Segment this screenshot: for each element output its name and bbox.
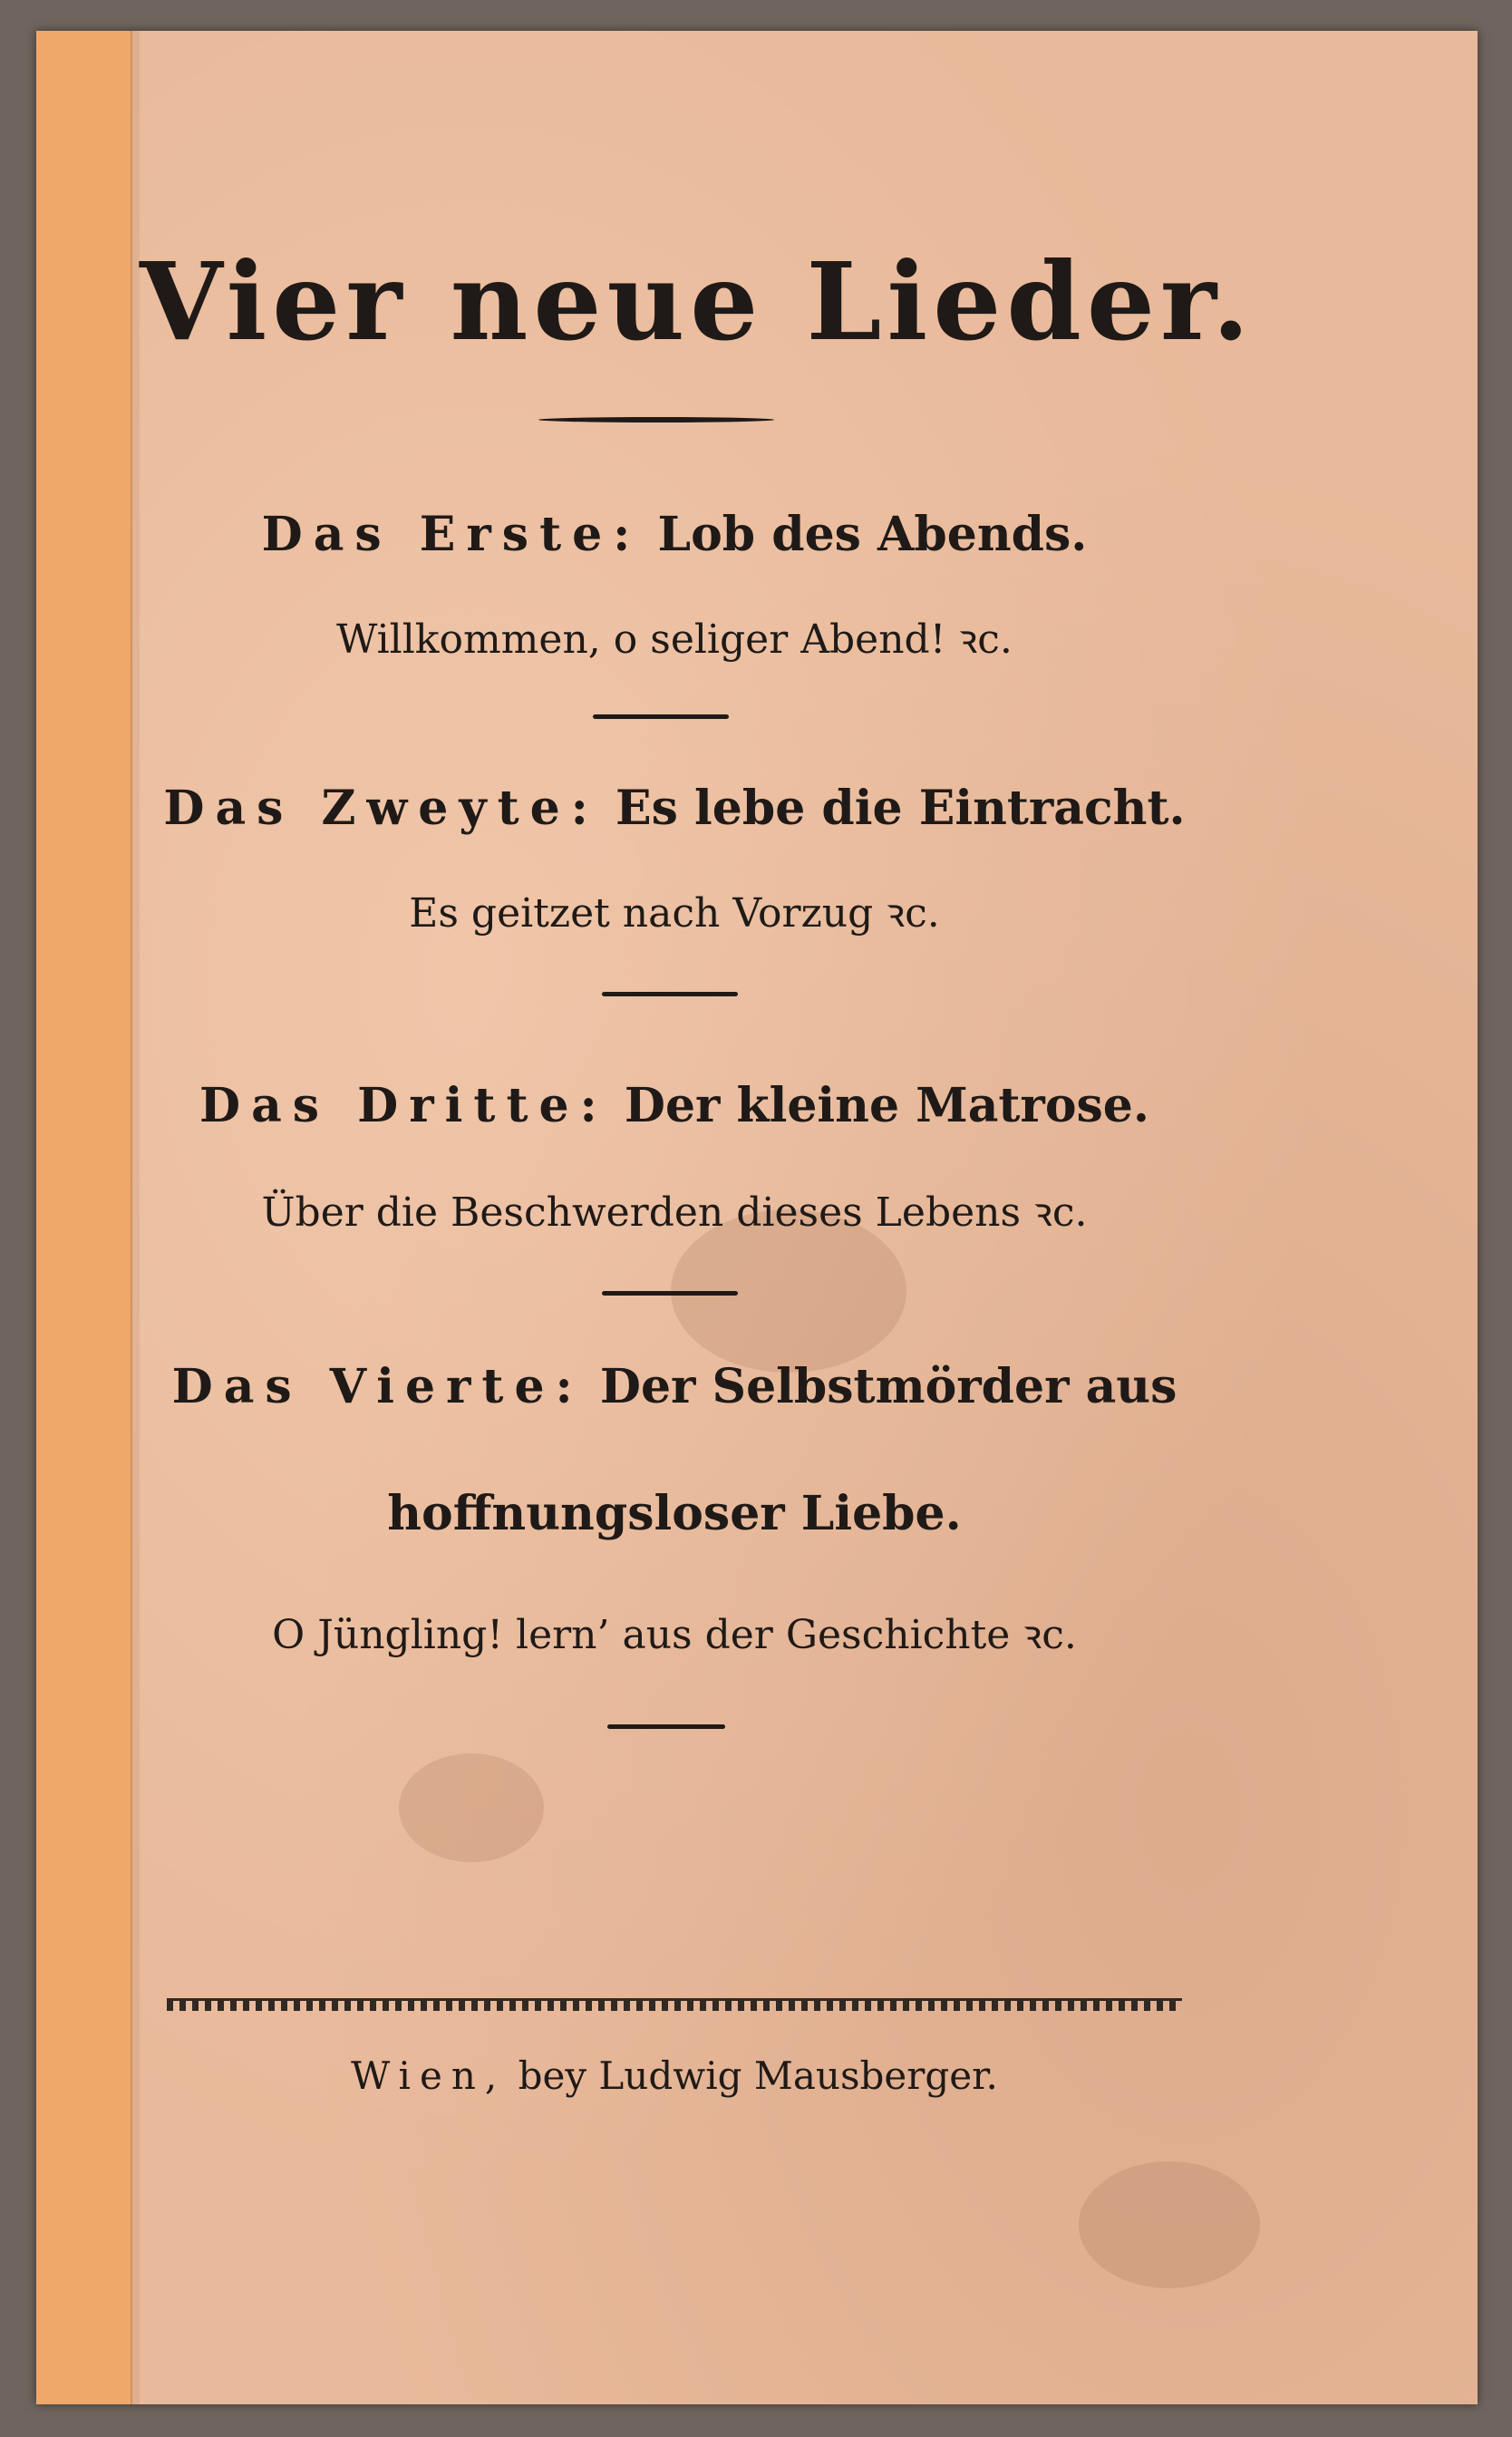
song-ordinal: Das Erste:: [261, 507, 642, 562]
song-name: Lob des Abends.: [657, 507, 1088, 562]
song-name: Der kleine Matrose.: [624, 1078, 1149, 1133]
title-page-sheet: [36, 31, 1478, 2404]
page-title: Vier neue Lieder.: [140, 238, 1255, 364]
binding-strip: [36, 31, 132, 2404]
song-heading-4: [140, 1359, 1209, 1414]
title-rule: [538, 417, 774, 422]
section-rule: [602, 992, 738, 996]
song-heading-2: [140, 781, 1209, 836]
song-ordinal: Das Zweyte:: [163, 781, 599, 836]
printed-page: [140, 31, 1255, 2404]
song-incipit-2: Es geitzet nach Vorzug ꝛc.: [409, 890, 940, 937]
binding-shadow: [131, 31, 140, 2404]
imprint-place: Wien,: [351, 2053, 507, 2098]
imprint: [140, 2053, 1209, 2098]
song-heading-3: [140, 1078, 1209, 1133]
song-incipit-3: Über die Beschwerden dieses Lebens ꝛc.: [261, 1189, 1088, 1236]
song-incipit-1: Willkommen, o seliger Abend! ꝛc.: [336, 617, 1013, 663]
section-rule: [602, 1291, 738, 1296]
song-name: Der Selbstmörder aus: [599, 1359, 1178, 1414]
song-incipit-4: O Jüngling! lern’ aus der Geschichte ꝛc.: [272, 1612, 1077, 1658]
song-heading-4-continued: hoffnungsloser Liebe.: [387, 1486, 962, 1541]
song-name: Es lebe die Eintracht.: [615, 781, 1186, 836]
section-rule: [607, 1724, 725, 1729]
imprint-rule: [167, 1998, 1182, 2011]
song-ordinal: Das Dritte:: [199, 1078, 608, 1133]
imprint-publisher: bey Ludwig Mausberger.: [518, 2053, 998, 2098]
song-ordinal: Das Vierte:: [171, 1359, 584, 1414]
section-rule: [593, 714, 729, 719]
song-heading-1: [140, 507, 1209, 562]
